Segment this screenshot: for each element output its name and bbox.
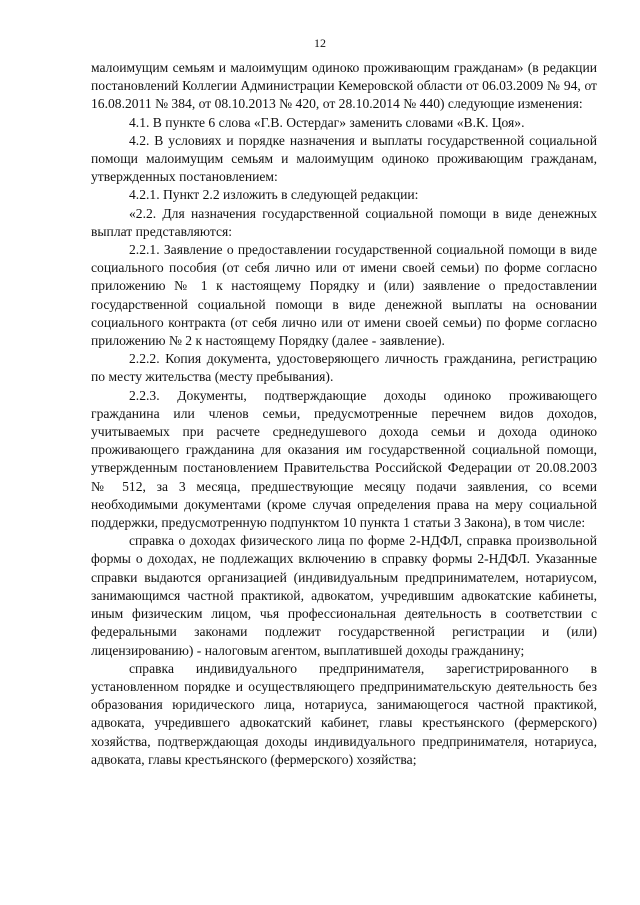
document-body	[91, 59, 597, 769]
paragraph-4-2-1: 4.2.1. Пункт 2.2 изложить в следующей редакции:	[129, 187, 419, 203]
paragraph-2-2: «2.2. Для назначения государственной социальной помощи в виде денежных выплат представляются:	[91, 205, 597, 239]
paragraph-2-2-1: 2.2.1. Заявление о предоставлении государственной социальной помощи в виде социального пособия (от себя лично или от имени своей семьи) по форме согласно приложению № 1 к настоящему Порядку и (или) заявление о предоставлении государственной социальной помощи в виде денежной выплаты на основании социального контракта (от себя лично или от имени своей семьи) по форме согласно приложению № 2 к настоящему Порядку (далее - заявление).	[91, 242, 597, 349]
paragraph-intro-continuation: малоимущим семьям и малоимущим одиноко проживающим гражданам» (в редакции постановлений Коллегии Администрации Кемеровской области от 06.03.2009 № 94, от 16.08.2011 № 384, от 08.10.2013 № 420, от 28.10.2014 № 440) следующие изменения:	[91, 60, 597, 112]
paragraph-ndfl-certificate: справка о доходах физического лица по форме 2-НДФЛ, справка произвольной формы о доходах, не подлежащих включению в справку формы 2-НДФЛ. Указанные справки выдаются организацией (индивидуальным предпринимателем, нотариусом, занимающимся частной практикой, адвокатом, учредившим адвокатские кабинеты, иным физическим лицом, чья профессиональная деятельность в соответствии с федеральными законами подлежит государственной регистрации и (или) лицензированию) - налоговым агентом, выплатившей доходы гражданину;	[91, 533, 597, 658]
paragraph-entrepreneur-certificate: справка индивидуального предпринимателя, зарегистрированного в установленном порядке и осуществляющего предпринимательскую деятельность без образования юридического лица, нотариуса, занимающегося частной практикой, адвоката, учредившего адвокатский кабинет, главы крестьянского (фермерского) хозяйства, подтверждающая доходы индивидуального предпринимателя, нотариуса, адвоката, главы крестьянского (фермерского) хозяйства;	[91, 660, 597, 767]
page-number: 12	[314, 36, 326, 50]
paragraph-4-2: 4.2. В условиях и порядке назначения и выплаты государственной социальной помощи малоимущим семьям и малоимущим одиноко проживающим гражданам, утвержденных постановлением:	[91, 132, 597, 185]
paragraph-2-2-2: 2.2.2. Копия документа, удостоверяющего личность гражданина, регистрацию по месту жительства (месту пребывания).	[91, 351, 597, 385]
paragraph-4-1: 4.1. В пункте 6 слова «Г.В. Остердаг» заменить словами «В.К. Цоя».	[129, 114, 525, 130]
paragraph-2-2-3: 2.2.3. Документы, подтверждающие доходы одиноко проживающего гражданина или членов семьи, предусмотренные перечнем видов доходов, учитываемых при расчете среднедушевого дохода семьи и дохода одиноко проживающего гражданина для оказания им государственной социальной помощи, утвержденным постановлением Правительства Российской Федерации от 20.08.2003 № 512, за 3 месяца, предшествующие месяцу подачи заявления, со всеми необходимыми документами (кроме случая определения права на меру социальной поддержки, предусмотренную подпунктом 10 пункта 1 статьи 3 Закона), в том числе:	[91, 387, 597, 531]
